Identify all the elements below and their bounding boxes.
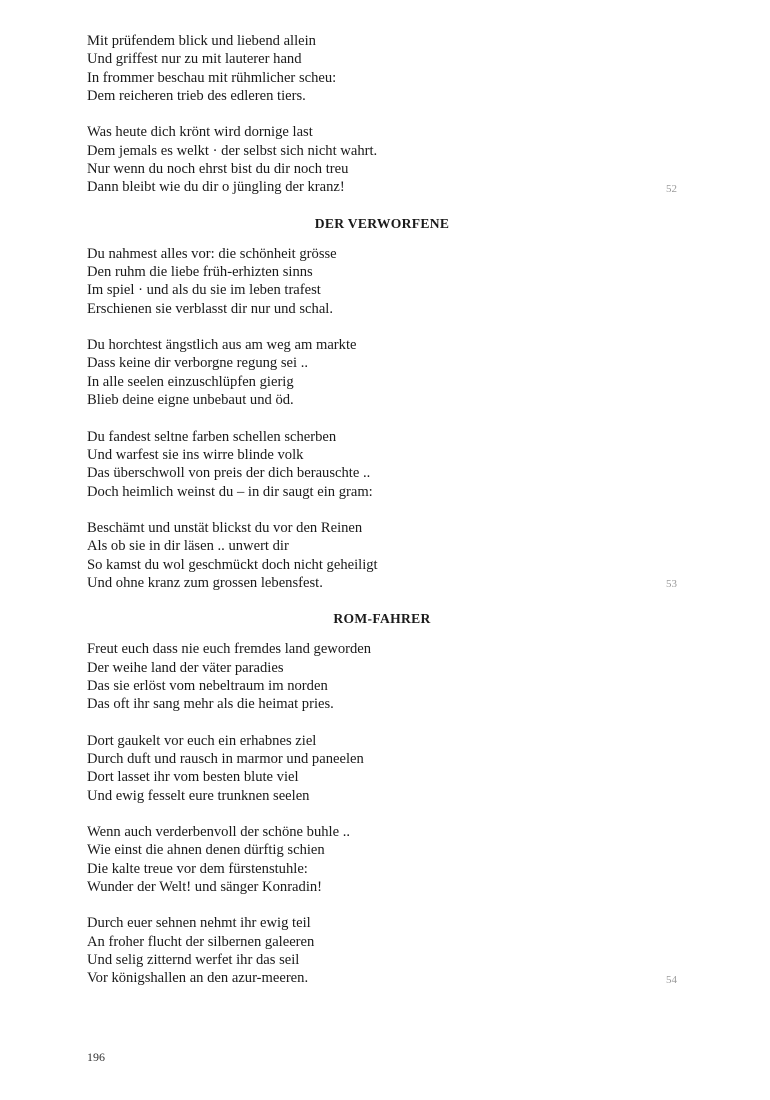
poem-number: 54 — [666, 973, 677, 986]
stanza — [87, 123, 677, 196]
verse-line: Und selig zitternd werfet ihr das seil — [87, 952, 300, 969]
verse-line: Und griffest nur zu mit lauterer hand — [87, 51, 302, 68]
verse-line: Dass keine dir verborgne regung sei .. — [87, 355, 309, 372]
stanza — [87, 428, 677, 501]
verse-line: Dem reicheren trieb des edleren tiers. — [87, 88, 306, 105]
verse-line: Mit prüfendem blick und liebend allein — [87, 33, 316, 49]
verse-line: Und warfest sie ins wirre blinde volk — [87, 446, 304, 463]
verse-line: In frommer beschau mit rühmlicher scheu: — [87, 69, 337, 86]
verse-line: An froher flucht der silbernen galeeren — [87, 933, 315, 950]
verse-line: Du nahmest alles vor: die schönheit grösse — [87, 245, 337, 262]
poem-number: 52 — [666, 182, 677, 195]
verse-line: Das oft ihr sang mehr als die heimat pries. — [87, 696, 334, 713]
stanza — [87, 245, 677, 318]
verse-line: Die kalte treue vor dem fürstenstuhle: — [87, 860, 308, 877]
stanza — [87, 914, 677, 987]
verse-line: Durch duft und rausch in marmor und paneelen — [87, 750, 364, 767]
verse-line: Dann bleibt wie du dir o jüngling der kranz! — [87, 179, 345, 196]
verse-line: Blieb deine eigne unbebaut und öd. — [87, 392, 294, 409]
verse-line: In alle seelen einzuschlüpfen gierig — [87, 373, 294, 390]
verse-line: Was heute dich krönt wird dornige last — [87, 124, 313, 141]
verse-line: Dort lasset ihr vom besten blute viel — [87, 769, 299, 786]
verse-line: Und ohne kranz zum grossen lebensfest. — [87, 574, 323, 591]
verse-line: Wunder der Welt! und sänger Konradin! — [87, 879, 323, 896]
stanza — [87, 519, 677, 592]
verse-line: Den ruhm die liebe früh-erhizten sinns — [87, 264, 313, 281]
poem-title: DER VERWORFENE — [314, 215, 450, 231]
verse-line: Der weihe land der väter paradies — [87, 659, 284, 676]
verse-line: Freut euch dass nie euch fremdes land geworden — [87, 641, 372, 658]
verse-line: Durch euer sehnen nehmt ihr ewig teil — [87, 915, 311, 932]
verse-line: Im spiel · und als du sie im leben trafest — [87, 282, 321, 299]
stanza — [87, 823, 677, 896]
verse-line: Und ewig fesselt eure trunknen seelen — [87, 787, 310, 804]
verse-line: Du fandest seltne farben schellen scherben — [87, 428, 337, 445]
verse-line: Dort gaukelt vor euch ein erhabnes ziel — [87, 732, 317, 749]
verse-line: Wie einst die ahnen denen dürftig schien — [87, 842, 325, 859]
verse-line: Das überschwoll von preis der dich berauschte .. — [87, 465, 371, 482]
verse-line: Nur wenn du noch ehrst bist du dir noch treu — [87, 161, 349, 178]
poem-number: 53 — [666, 578, 677, 591]
verse-line: Du horchtest ängstlich aus am weg am markte — [87, 337, 357, 354]
verse-line: Doch heimlich weinst du – in dir saugt ein gram: — [87, 483, 373, 500]
page-number: 196 — [87, 1050, 105, 1064]
verse-line: Beschämt und unstät blickst du vor den Reinen — [87, 519, 363, 536]
stanza — [87, 336, 677, 409]
verse-line: So kamst du wol geschmückt doch nicht geheiligt — [87, 556, 378, 573]
stanza — [87, 732, 677, 805]
verse-line: Als ob sie in dir läsen .. unwert dir — [87, 538, 289, 555]
poem-page — [87, 32, 677, 1006]
verse-line: Wenn auch verderbenvoll der schöne buhle .. — [87, 824, 351, 840]
verse-line: Erschienen sie verblasst dir nur und schal. — [87, 300, 333, 317]
verse-line: Dem jemals es welkt · der selbst sich nicht wahrt. — [87, 142, 378, 159]
verse-line: Vor königshallen an den azur-meeren. — [87, 970, 309, 987]
stanza — [87, 640, 677, 713]
poem-title: ROM-FAHRER — [333, 611, 431, 627]
verse-line: Das sie erlöst vom nebeltraum im norden — [87, 677, 328, 694]
stanza — [87, 32, 677, 105]
